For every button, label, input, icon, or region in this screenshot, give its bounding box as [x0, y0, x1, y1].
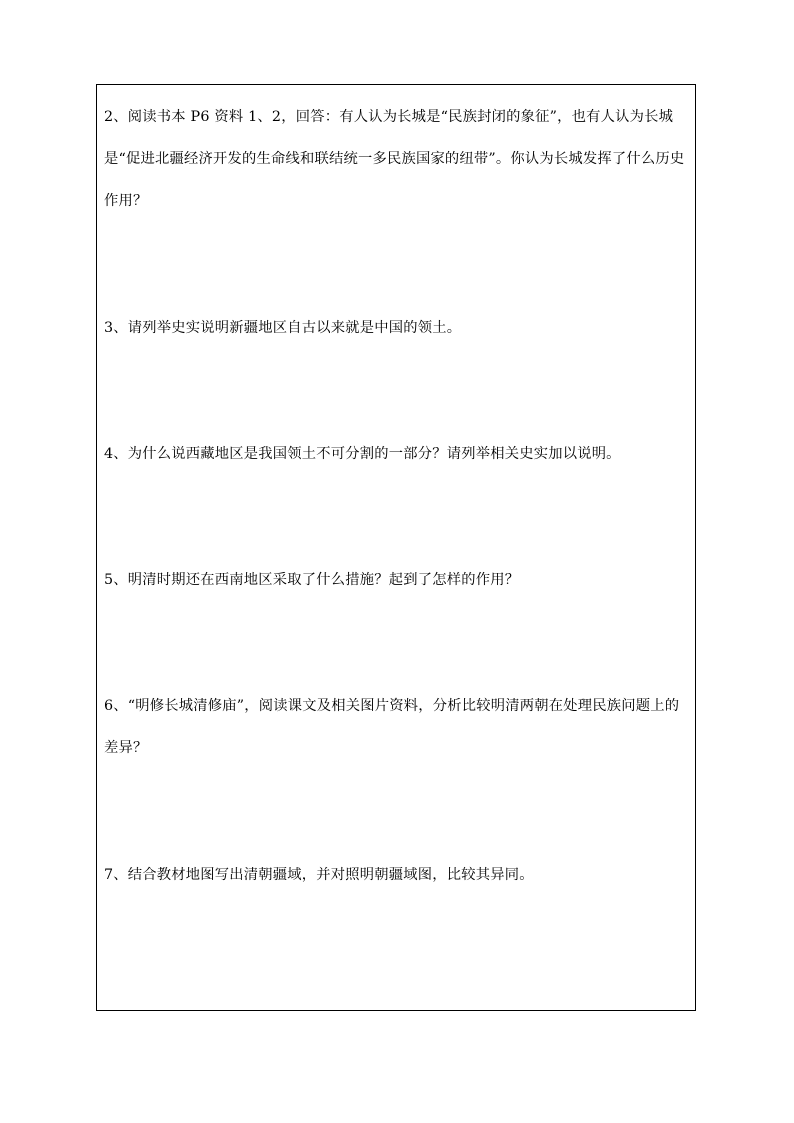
- question-6: 6、“明修长城清修庙”，阅读课文及相关图片资料，分析比较明清两朝在处理民族问题上的差异？: [104, 698, 680, 756]
- question-4: 4、为什么说西藏地区是我国领土不可分割的一部分？请列举相关史实加以说明。: [104, 446, 621, 462]
- question-table-cell: [96, 84, 696, 1011]
- question-3: 3、请列举史实说明新疆地区自古以来就是中国的领土。: [104, 320, 462, 336]
- question-7: 7、结合教材地图写出清朝疆域，并对照明朝疆域图，比较其异同。: [104, 867, 534, 883]
- question-5: 5、明清时期还在西南地区采取了什么措施？起到了怎样的作用？: [104, 572, 520, 588]
- question-2: 2、阅读书本 P6 资料 1、2，回答：有人认为长城是“民族封闭的象征”，也有人认为长城是“促进北疆经济开发的生命线和联结统一多民族国家的纽带”。你认为长城发挥了什么历史作用？: [104, 109, 685, 209]
